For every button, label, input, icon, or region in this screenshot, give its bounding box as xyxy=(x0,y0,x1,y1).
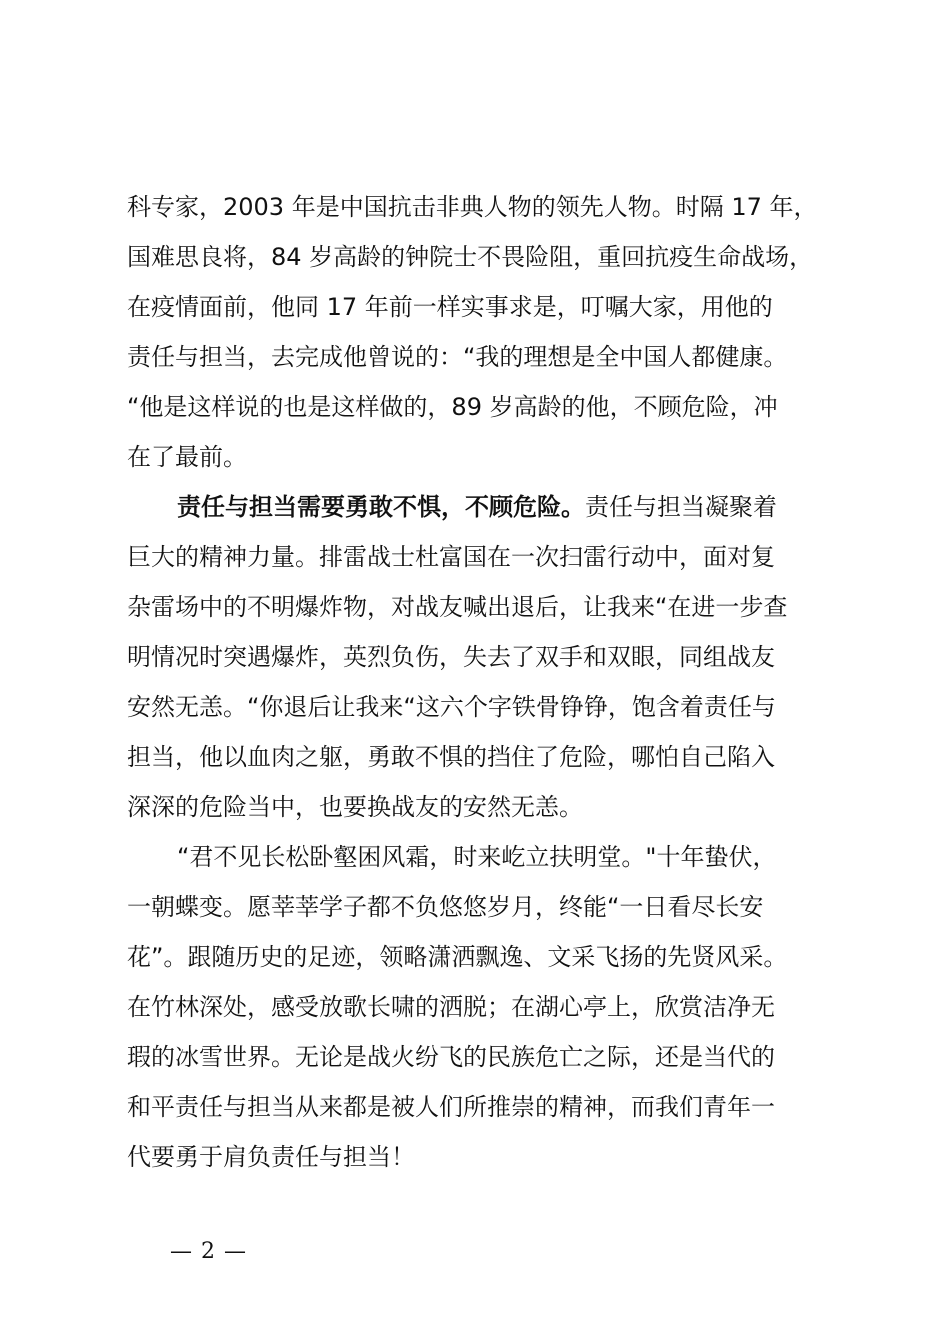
text-line: 安然无恙。“你退后让我来“这六个字铁骨铮铮，饱含着责任与 xyxy=(127,693,776,721)
text-line: 在疫情面前，他同 17 年前一样实事求是，叮嘱大家，用他的 xyxy=(127,293,773,321)
text-line: 在竹林深处，感受放歌长啸的洒脱；在湖心亭上，欣赏洁净无 xyxy=(127,993,775,1021)
paragraph-lead-rest: 责任与担当凝聚着 xyxy=(585,493,777,521)
paragraph-3 xyxy=(127,832,837,1182)
text-line: 责任与担当，去完成他曾说的：“我的理想是全中国人都健康。 xyxy=(127,343,788,371)
text-line: “他是这样说的也是这样做的，89 岁高龄的他，不顾危险，冲 xyxy=(127,393,778,421)
page-number: — 2 — xyxy=(170,1239,247,1264)
text-line: 巨大的精神力量。排雷战士杜富国在一次扫雷行动中，面对复 xyxy=(127,543,775,571)
paragraph-lead-bold: 责任与担当需要勇敢不惧，不顾危险。 xyxy=(177,493,585,521)
text-line: 杂雷场中的不明爆炸物，对战友喊出退后，让我来“在进一步查 xyxy=(127,593,788,621)
text-line: 深深的危险当中，也要换战友的安然无恙。 xyxy=(127,793,583,821)
text-line: 国难思良将，84 岁高龄的钟院士不畏险阻，重回抗疫生命战场， xyxy=(127,243,814,271)
body-text xyxy=(127,182,837,1182)
text-line: 科专家，2003 年是中国抗击非典人物的领先人物。时隔 17 年， xyxy=(127,193,818,221)
text-line: “君不见长松卧壑困风霜，时来屹立扶明堂。"十年蛰伏， xyxy=(177,843,777,871)
text-line: 一朝蝶变。愿莘莘学子都不负悠悠岁月，终能“一日看尽长安 xyxy=(127,893,764,921)
text-line: 瑕的冰雪世界。无论是战火纷飞的民族危亡之际，还是当代的 xyxy=(127,1043,775,1071)
text-line xyxy=(127,482,837,532)
text-line: 花”。跟随历史的足迹，领略潇洒飘逸、文采飞扬的先贤风采。 xyxy=(127,943,788,971)
paragraph-1 xyxy=(127,182,837,482)
text-line: 代要勇于肩负责任与担当！ xyxy=(127,1143,415,1171)
text-line: 在了最前。 xyxy=(127,443,247,471)
text-line: 和平责任与担当从来都是被人们所推崇的精神，而我们青年一 xyxy=(127,1093,775,1121)
paragraph-2 xyxy=(127,482,837,832)
text-line: 明情况时突遇爆炸，英烈负伤，失去了双手和双眼，同组战友 xyxy=(127,643,775,671)
text-line: 担当，他以血肉之躯，勇敢不惧的挡住了危险，哪怕自己陷入 xyxy=(127,743,775,771)
